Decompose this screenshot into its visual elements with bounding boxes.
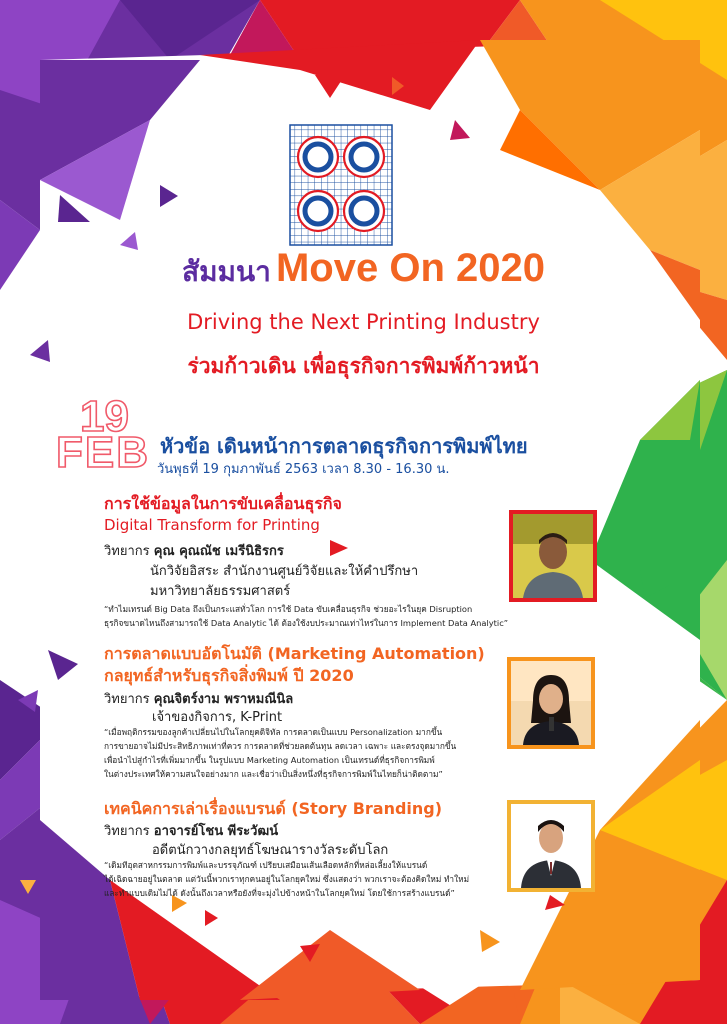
session1-title-en: Digital Transform for Printing <box>104 516 320 534</box>
session1-title-th: การใช้ข้อมูลในการขับเคลื่อนธุรกิจ <box>104 494 342 513</box>
speaker-prefix: วิทยากร <box>104 692 150 707</box>
subtitle-thai: ร่วมก้าวเดิน เพื่อธุรกิจการพิมพ์ก้าวหน้า <box>187 354 540 378</box>
organizer-logo <box>288 123 394 247</box>
session2-quote-line1: “เมื่อพฤติกรรมของลูกค้าเปลี่ยนไปในโลกยุคดิจิทัล การตลาดเป็นแบบ Personalization มากขึ้น <box>104 727 443 737</box>
event-month: FEB <box>56 428 150 477</box>
session2-speaker-role1: เจ้าของกิจการ, K-Print <box>152 710 283 725</box>
event-date-time: วันพุธที่ 19 กุมภาพันธ์ 2563 เวลา 8.30 - 16.30 น. <box>157 462 450 477</box>
title-prefix: สัมมนา <box>182 255 271 288</box>
speaker-prefix: วิทยากร <box>104 824 150 839</box>
session1-speaker-role1: นักวิจัยอิสระ สำนักงานศูนย์วิจัยและให้คำปรึกษา <box>150 564 419 579</box>
speaker-name: คุณ คุณณัช เมรีนิธิรกร <box>153 544 284 559</box>
event-day: 19 <box>80 392 129 441</box>
speaker-prefix: วิทยากร <box>104 544 150 559</box>
session2-quote-line2: การขายอาจไม่มีประสิทธิภาพเท่าที่ควร การตลาดที่ช่วยลดต้นทุน ลดเวลา เฉพาะ และตรงจุดมากขึ้น <box>104 741 457 751</box>
event-topic: หัวข้อ เดินหน้าการตลาดธุรกิจการพิมพ์ไทย <box>160 434 528 458</box>
session1-speaker-role2: มหาวิทยาลัยธรรมศาสตร์ <box>150 584 291 599</box>
session1-speaker <box>104 540 284 561</box>
session3-speaker <box>104 820 278 841</box>
session1-quote-line1: “ทำไมเทรนด์ Big Data ถึงเป็นกระแสทั่วโลก การใช้ Data ขับเคลื่อนธุรกิจ ช่วยอะไรในยุค Disruption <box>104 604 473 614</box>
session1-quote-line2: ธุรกิจขนาดไหนถึงสามารถใช้ Data Analytic ได้ ต้องใช้งบประมาณเท่าไหร่ในการ Implement Data Analytic” <box>104 618 509 628</box>
title-main: Move On 2020 <box>275 246 545 290</box>
session3-quote-line3: และทำแบบเดิมไม่ได้ ดังนั้นถึงเวลาหรือยังที่จะมุ่งไปข้างหน้าในโลกยุคใหม่ โดยใช้การสร้างแบรนด์” <box>104 888 455 898</box>
speaker1-photo <box>509 510 597 602</box>
speaker-name: คุณจิตร์งาม พราหมณีนิล <box>153 692 294 707</box>
title-line <box>0 246 727 294</box>
session3-quote-line1: “เดิมทีอุตสาหกรรมการพิมพ์และบรรจุภัณฑ์ เปรียบเสมือนเส้นเลือดหลักที่หล่อเลี้ยงให้แบรนด์ <box>104 860 428 870</box>
session3-title-th: เทคนิคการเล่าเรื่องแบรนด์ (Story Branding) <box>104 799 443 818</box>
speaker2-photo <box>507 657 595 749</box>
session3-quote-line2: ได้เฉิดฉายอยู่ในตลาด แต่วันนี้พวกเราทุกคนอยู่ในโลกยุคใหม่ ซึ่งแสดงว่า พวกเราจะต้องคิดใหม่ ทำใหม่ <box>104 874 470 884</box>
session3-speaker-role1: อดีตนักวางกลยุทธ์โฆษณารางวัลระดับโลก <box>152 843 389 858</box>
session2-quote-line4: ในต่างประเทศให้ความสนใจอย่างมาก และเชื่อว่าเป็นสิ่งหนึ่งที่ธุรกิจการพิมพ์ในไทยก็น่าติดตาม” <box>104 769 443 779</box>
speaker3-photo <box>507 800 595 892</box>
subtitle-english: Driving the Next Printing Industry <box>187 310 540 334</box>
session2-quote-line3: เพื่อนำไปสู่กำไรที่เพิ่มมากขึ้น ในรูปแบบ Marketing Automation เป็นเทรนด์ที่ธุรกิจการพิมพ์ <box>104 755 435 765</box>
session2-title-th: การตลาดแบบอัตโนมัติ (Marketing Automation) <box>104 644 485 663</box>
session2-title-th-line2: กลยุทธ์สำหรับธุรกิจสิ่งพิมพ์ ปี 2020 <box>104 666 354 685</box>
speaker-name: อาจารย์โชน พีระวัฒน์ <box>153 824 279 839</box>
